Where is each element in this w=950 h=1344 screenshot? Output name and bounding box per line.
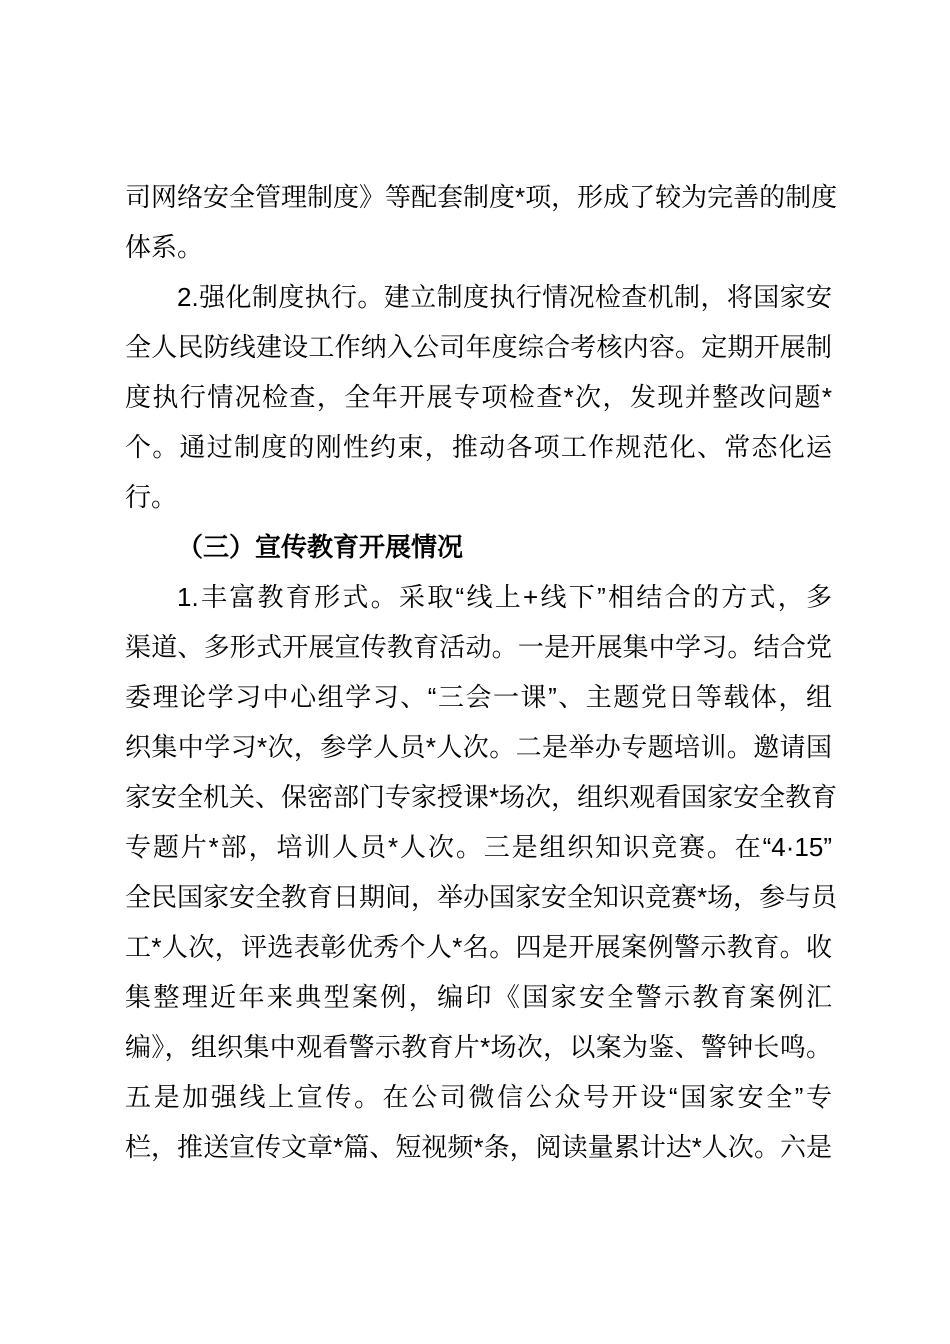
text-line: 织集中学习*次，参学人员*人次。二是举办专题培训。邀请国 xyxy=(125,732,832,762)
text-line: 渠道、多形式开展宣传教育活动。一是开展集中学习。结合党 xyxy=(125,632,832,662)
text-line: 家安全机关、保密部门专家授课*场次，组织观看国家安全教育 xyxy=(125,782,838,812)
text-line: 专题片*部，培训人员*人次。三是组织知识竞赛。在“4·15” xyxy=(125,832,832,862)
paragraph xyxy=(125,272,832,522)
paragraph xyxy=(125,172,838,272)
text-line: 度执行情况检查，全年开展专项检查*次，发现并整改问题* xyxy=(125,382,832,412)
text-line: 1.丰富教育形式。采取“线上+线下”相结合的方式，多 xyxy=(177,582,832,612)
heading-text: （三）宣传教育开展情况 xyxy=(177,532,464,562)
text-line: 工*人次，评选表彰优秀个人*名。四是开展案例警示教育。收 xyxy=(125,932,832,962)
document-content xyxy=(125,172,838,1172)
text-line: 委理论学习中心组学习、“三会一课”、主题党日等载体，组 xyxy=(125,682,832,712)
paragraph xyxy=(125,572,838,1172)
text-line: 全民国家安全教育日期间，举办国家安全知识竞赛*场，参与员 xyxy=(125,882,838,912)
text-line: 编》，组织集中观看警示教育片*场次，以案为鉴、警钟长鸣。 xyxy=(125,1032,832,1062)
text-line: 2.强化制度执行。建立制度执行情况检查机制，将国家安 xyxy=(177,282,832,312)
text-line: 个。通过制度的刚性约束，推动各项工作规范化、常态化运 xyxy=(125,432,832,462)
text-line: 司网络安全管理制度》等配套制度*项，形成了较为完善的制度 xyxy=(125,182,838,212)
section-heading xyxy=(125,522,832,572)
text-line: 五是加强线上宣传。在公司微信公众号开设“国家安全”专 xyxy=(125,1082,832,1112)
text-line: 全人民防线建设工作纳入公司年度综合考核内容。定期开展制 xyxy=(125,332,832,362)
text-line: 体系。 xyxy=(125,232,204,262)
text-line: 栏，推送宣传文章*篇、短视频*条，阅读量累计达*人次。六是 xyxy=(125,1132,832,1162)
text-line: 行。 xyxy=(125,482,178,512)
text-line: 集整理近年来典型案例，编印《国家安全警示教育案例汇 xyxy=(125,982,832,1012)
